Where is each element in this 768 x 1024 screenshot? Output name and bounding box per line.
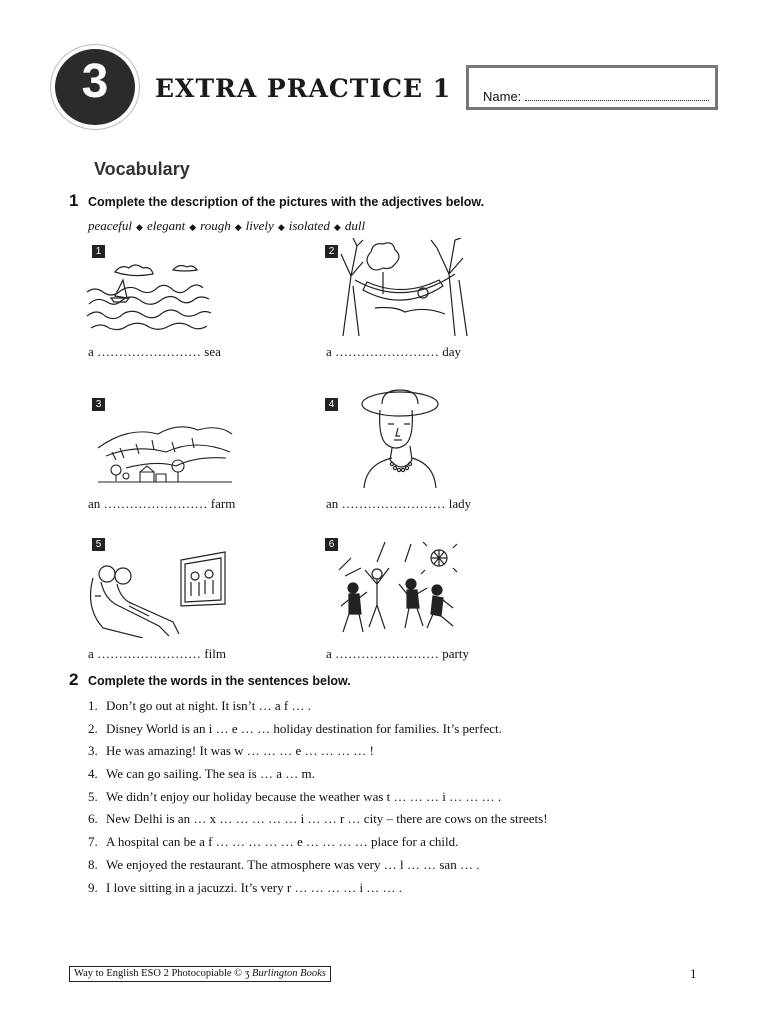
picture-number-4: 4 bbox=[325, 398, 338, 411]
picture-number-5: 5 bbox=[92, 538, 105, 551]
item-number: 8. bbox=[88, 856, 98, 872]
diamond-icon: ◆ bbox=[333, 222, 341, 232]
picture-caption-4: an …………………… lady bbox=[326, 496, 472, 511]
picture-number-2: 2 bbox=[325, 245, 338, 258]
picture-caption-6: a …………………… party bbox=[326, 646, 469, 661]
word-bank-item: peaceful bbox=[88, 218, 133, 233]
name-field[interactable] bbox=[525, 90, 709, 101]
diamond-icon: ◆ bbox=[234, 222, 242, 232]
exercise-2-instruction: Complete the words in the sentences below. bbox=[88, 674, 351, 688]
item-number: 5. bbox=[88, 788, 98, 804]
picture-number-1: 1 bbox=[92, 245, 105, 258]
list-item bbox=[88, 788, 548, 811]
sentence-text: He was amazing! It was w … … … e … … … … ! bbox=[106, 743, 374, 759]
list-item bbox=[88, 810, 548, 833]
word-bank-item: lively bbox=[245, 218, 274, 233]
list-item bbox=[88, 879, 548, 902]
picture-caption-3: an …………………… farm bbox=[88, 496, 236, 511]
word-bank-item: isolated bbox=[288, 218, 330, 233]
page-title: EXTRA PRACTICE 1 bbox=[155, 74, 452, 103]
name-box bbox=[466, 65, 718, 110]
publisher-name: Burlington Books bbox=[252, 968, 326, 979]
rough-sea-illustration bbox=[85, 258, 235, 338]
word-bank bbox=[88, 218, 365, 234]
unit-badge bbox=[50, 44, 140, 130]
item-number: 4. bbox=[88, 766, 98, 782]
hammock-illustration bbox=[335, 238, 475, 338]
sentence-text: New Delhi is an … x … … … … … i … … r … city – there are cows on the streets! bbox=[106, 811, 548, 827]
diamond-icon: ◆ bbox=[136, 222, 143, 232]
exercise-2-number: 2 bbox=[69, 670, 79, 689]
picture-number-3: 3 bbox=[92, 398, 105, 411]
item-number: 9. bbox=[88, 879, 98, 895]
unit-number: 3 bbox=[81, 55, 109, 108]
picture-caption-5: a …………………… film bbox=[88, 646, 226, 661]
item-number: 3. bbox=[88, 743, 98, 759]
picture-caption-1: a …………………… sea bbox=[88, 344, 221, 359]
item-number: 2. bbox=[88, 720, 98, 736]
list-item bbox=[88, 697, 548, 720]
publisher-logo-icon: ʒ bbox=[244, 968, 250, 979]
item-number: 1. bbox=[88, 698, 98, 713]
page-number: 1 bbox=[690, 966, 697, 981]
lady-illustration bbox=[360, 388, 444, 488]
list-item bbox=[88, 720, 548, 743]
list-item bbox=[88, 742, 548, 765]
party-illustration bbox=[325, 540, 465, 640]
sentence-text: We can go sailing. The sea is … a … m. bbox=[106, 766, 315, 782]
sentence-text: I love sitting in a jacuzzi. It’s very r … … … … i … … . bbox=[106, 879, 403, 895]
picture-number-6: 6 bbox=[325, 538, 338, 551]
footer-credit bbox=[69, 966, 331, 982]
item-number: 6. bbox=[88, 811, 98, 827]
picture-caption-2: a …………………… day bbox=[326, 344, 462, 359]
sentence-text: A hospital can be a f … … … … … e … … … … place for a child. bbox=[106, 834, 459, 850]
sentence-list bbox=[88, 697, 548, 901]
list-item bbox=[88, 833, 548, 856]
word-bank-item: rough bbox=[200, 218, 231, 233]
diamond-icon: ◆ bbox=[189, 222, 197, 232]
name-label: Name: bbox=[483, 89, 522, 104]
sentence-text: Don’t go out at night. It isn’t … a f … . bbox=[106, 698, 311, 713]
word-bank-item: dull bbox=[344, 218, 366, 233]
sentence-text: Disney World is an i … e … … holiday destination for families. It’s perfect. bbox=[106, 720, 502, 736]
exercise-1-instruction: Complete the description of the pictures with the adjectives below. bbox=[88, 195, 485, 209]
diamond-icon: ◆ bbox=[277, 222, 285, 232]
word-bank-item: elegant bbox=[146, 218, 186, 233]
film-illustration bbox=[85, 548, 240, 638]
exercise-1-number: 1 bbox=[69, 191, 79, 210]
sentence-text: We enjoyed the restaurant. The atmosphere was very … l … … san … . bbox=[106, 856, 480, 872]
footer-text: Way to English ESO 2 Photocopiable © bbox=[74, 968, 245, 979]
sentence-text: We didn’t enjoy our holiday because the weather was t … … … i … … … . bbox=[106, 788, 502, 804]
list-item bbox=[88, 765, 548, 788]
section-title: Vocabulary bbox=[94, 159, 190, 179]
item-number: 7. bbox=[88, 834, 98, 850]
list-item bbox=[88, 856, 548, 879]
farm-illustration bbox=[96, 418, 236, 488]
